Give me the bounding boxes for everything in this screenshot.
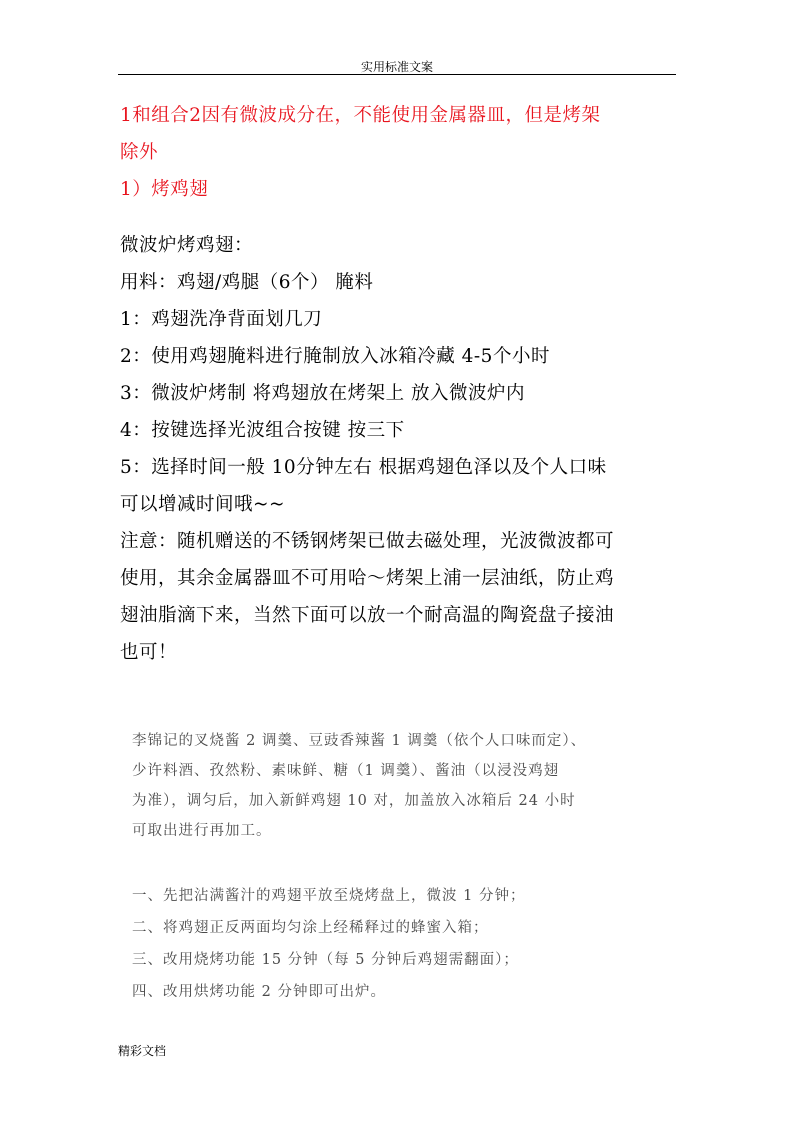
recipe-ingredients: 用料：鸡翅/鸡腿（6个） 腌料 bbox=[120, 272, 374, 293]
intro-line-1: 1和组合2因有微波成分在，不能使用金属器皿，但是烤架 bbox=[120, 105, 601, 126]
cooking-step: 三、改用烧烤功能 15 分钟（每 5 分钟后鸡翅需翻面）； bbox=[132, 952, 519, 968]
recipe-title: 微波炉烤鸡翅： bbox=[120, 235, 254, 256]
recipe-step: 4：按键选择光波组合按键 按三下 bbox=[120, 420, 405, 441]
note-line: 注意：随机赠送的不锈钢烤架已做去磁处理，光波微波都可 bbox=[120, 531, 615, 552]
page-header-title: 实用标准文案 bbox=[360, 60, 433, 74]
recipe-block bbox=[120, 227, 676, 671]
marinade-paragraph bbox=[132, 726, 682, 846]
marinade-line: 可取出进行再加工。 bbox=[132, 823, 272, 839]
recipe-step: 3：微波炉烤制 将鸡翅放在烤架上 放入微波炉内 bbox=[120, 383, 526, 404]
marinade-line: 为准），调匀后，加入新鲜鸡翅 10 对，加盖放入冰箱后 24 小时 bbox=[132, 793, 576, 809]
marinade-line: 少许料酒、孜然粉、素味鲜、糖（1 调羹）、酱油（以浸没鸡翅 bbox=[132, 763, 560, 779]
intro-line-2: 除外 bbox=[120, 142, 159, 163]
note-line: 使用，其余金属器皿不可用哈～烤架上浦一层油纸，防止鸡 bbox=[120, 568, 615, 589]
note-line: 也可！ bbox=[120, 642, 178, 663]
marinade-line: 李锦记的叉烧酱 2 调羹、豆豉香辣酱 1 调羹（依个人口味而定）、 bbox=[132, 733, 587, 749]
page-footer: 精彩文档 bbox=[118, 1044, 167, 1058]
cooking-step: 二、将鸡翅正反两面均匀涂上经稀释过的蜂蜜入箱； bbox=[132, 920, 489, 936]
note-line: 翅油脂滴下来，当然下面可以放一个耐高温的陶瓷盘子接油 bbox=[120, 605, 615, 626]
section-title: 1）烤鸡翅 bbox=[120, 179, 209, 200]
intro-block bbox=[120, 97, 676, 208]
recipe-step-continued: 可以增减时间哦~~ bbox=[120, 494, 286, 515]
recipe-step: 1：鸡翅洗净背面划几刀 bbox=[120, 309, 323, 330]
cooking-steps-list bbox=[132, 880, 682, 1008]
cooking-step: 四、改用烘烤功能 2 分钟即可出炉。 bbox=[132, 984, 386, 1000]
header-divider bbox=[118, 74, 676, 75]
recipe-step: 5：选择时间一般 10分钟左右 根据鸡翅色泽以及个人口味 bbox=[120, 457, 607, 478]
recipe-step: 2：使用鸡翅腌料进行腌制放入冰箱冷藏 4-5个小时 bbox=[120, 346, 550, 367]
cooking-step: 一、先把沾满酱汁的鸡翅平放至烧烤盘上，微波 1 分钟； bbox=[132, 888, 526, 904]
embedded-recipe-image bbox=[120, 718, 676, 1014]
